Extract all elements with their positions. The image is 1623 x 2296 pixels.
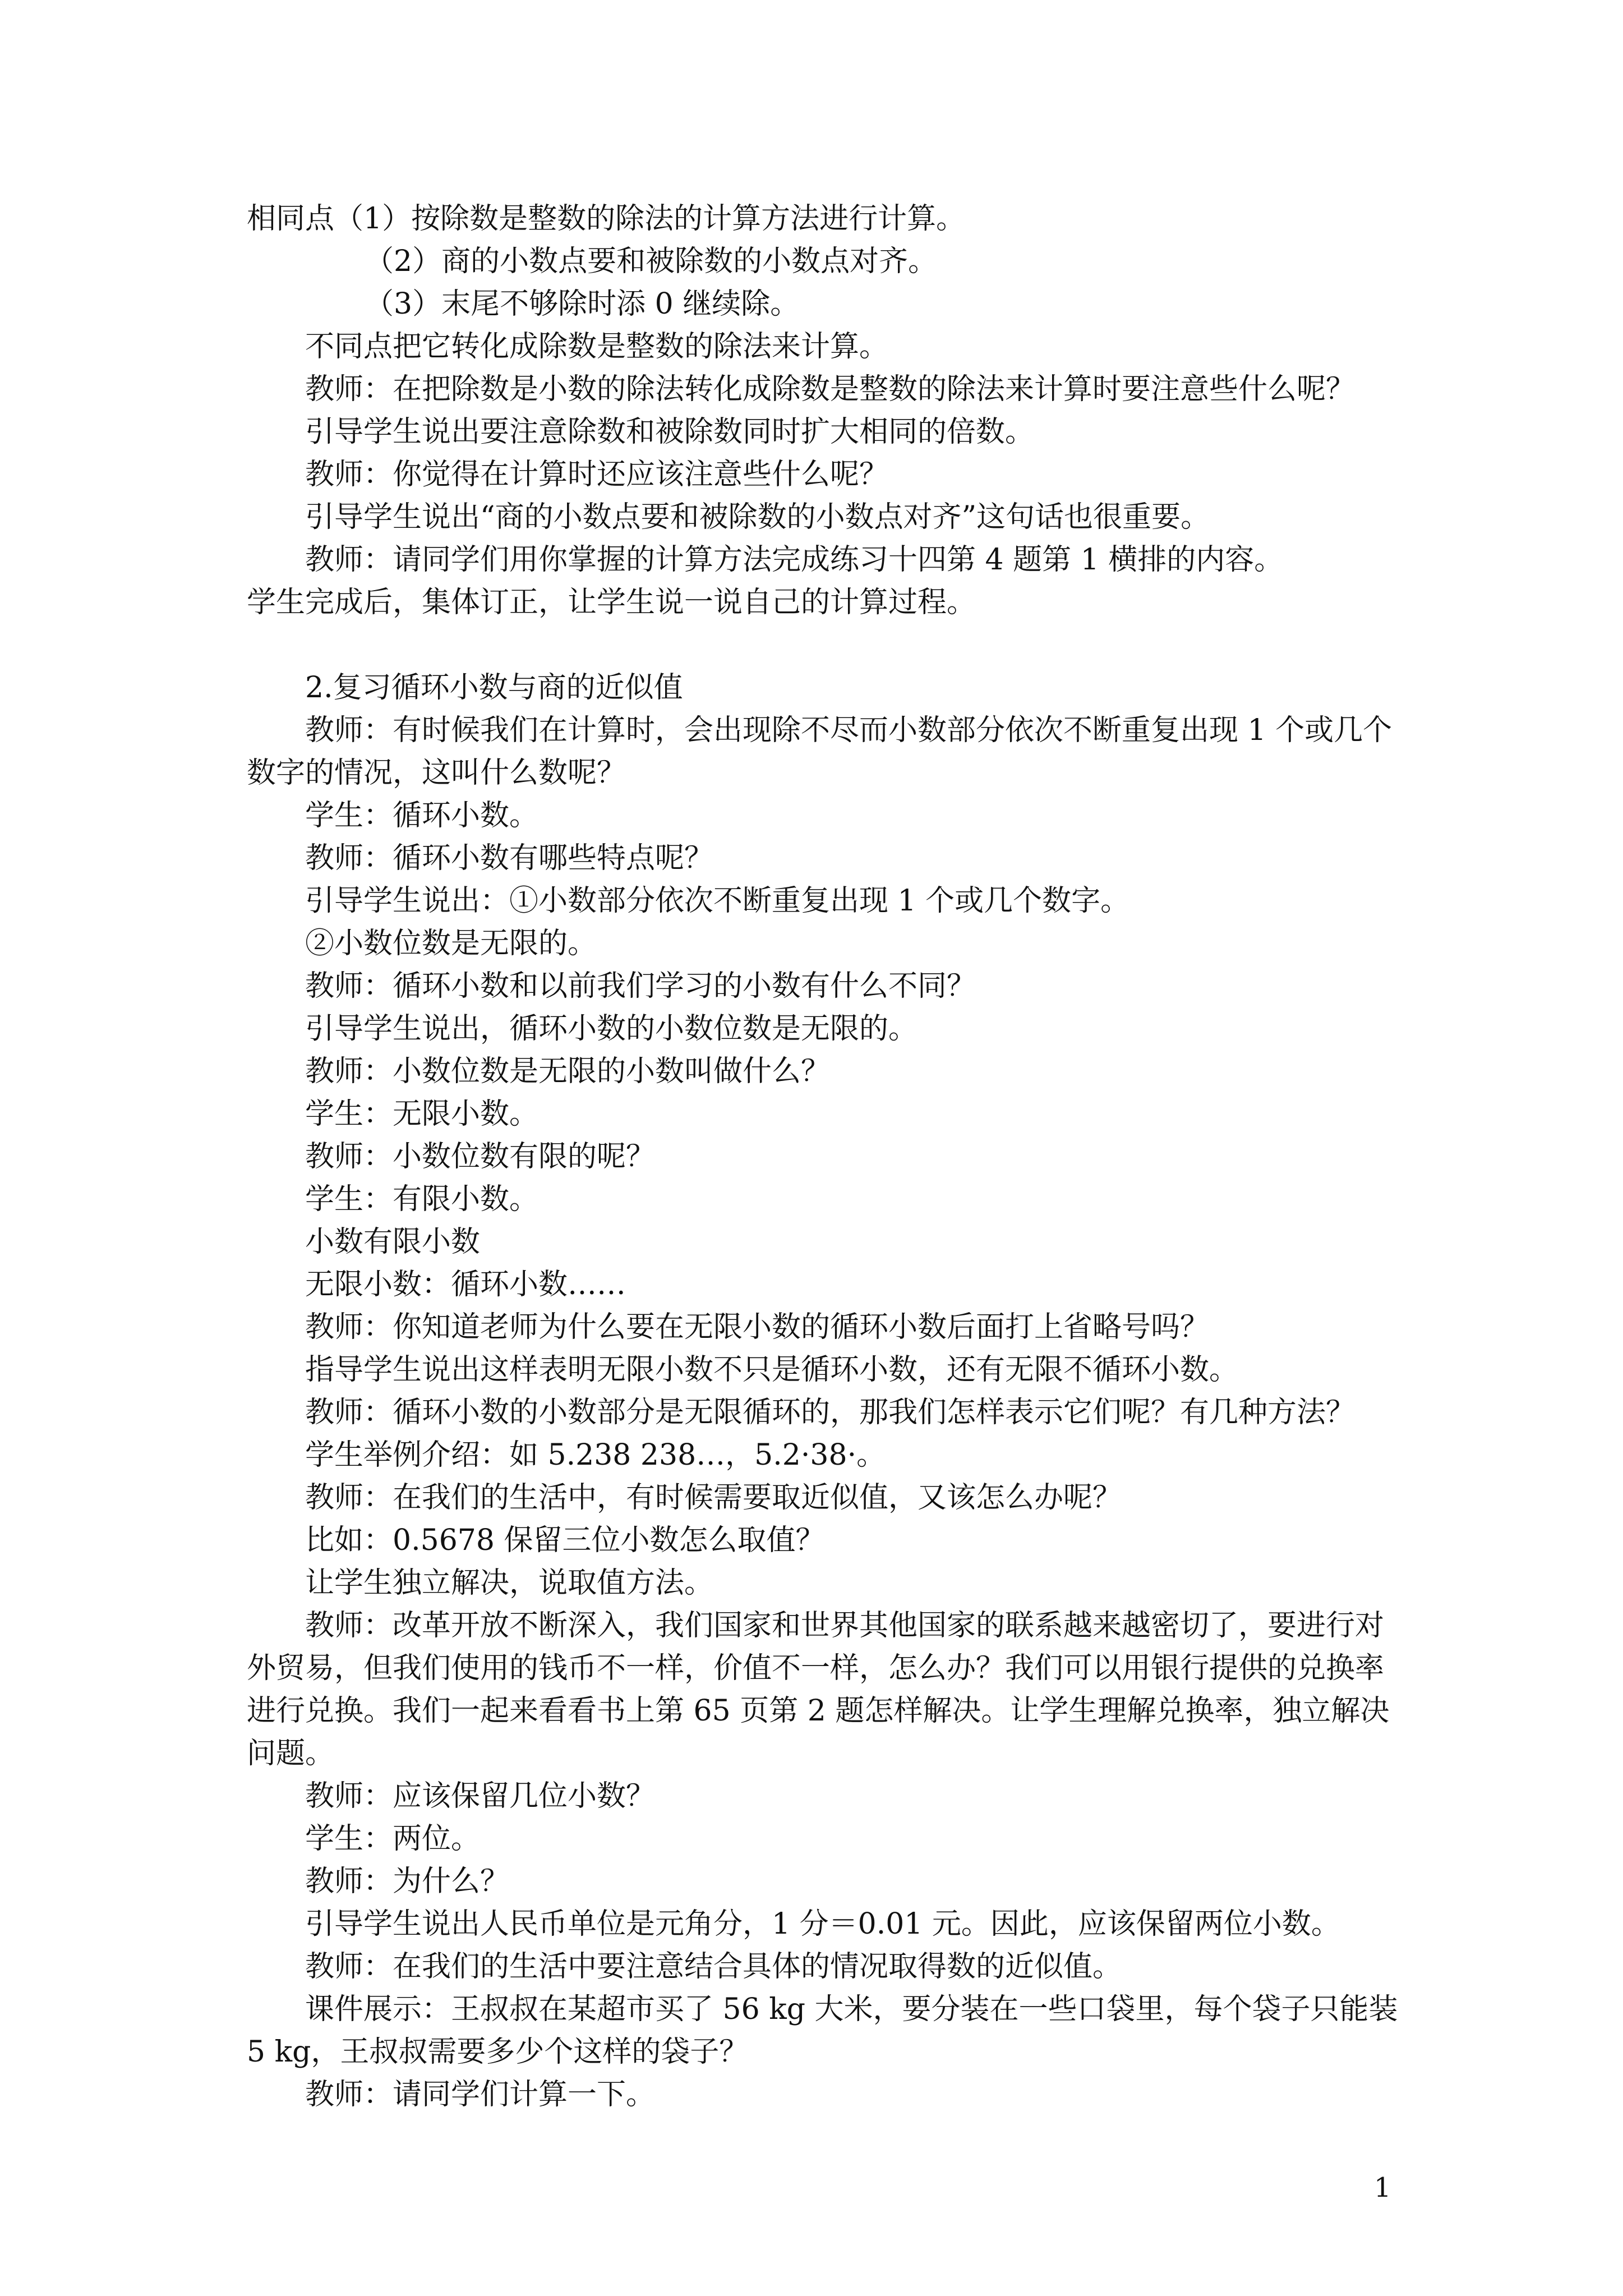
teacher-question-2: 教师：你觉得在计算时还应该注意些什么呢？ xyxy=(305,458,889,491)
document-body xyxy=(247,197,1402,2116)
same-points-line-2: （2）商的小数点要和被除数的小数点对齐。 xyxy=(365,245,938,278)
guide-line-5: 指导学生说出这样表明无限小数不只是循环小数，还有无限不循环小数。 xyxy=(305,1353,1239,1387)
teacher-question-13: 教师：应该保留几位小数？ xyxy=(305,1779,656,1813)
teacher-question-11: 教师：在我们的生活中，有时候需要取近似值，又该怎么办呢？ xyxy=(305,1481,1122,1515)
teacher-question-6: 教师：循环小数和以前我们学习的小数有什么不同？ xyxy=(305,969,976,1003)
student-answer-2: 学生：无限小数。 xyxy=(305,1097,539,1131)
independent-line: 让学生独立解决，说取值方法。 xyxy=(305,1566,714,1600)
teacher-question-3: 教师：请同学们用你掌握的计算方法完成练习十四第 4 题第 1 横排的内容。 xyxy=(305,543,1284,577)
teacher-question-15: 教师：在我们的生活中要注意结合具体的情况取得数的近似值。 xyxy=(305,1950,1122,1984)
after-finish-line: 学生完成后，集体订正，让学生说一说自己的计算过程。 xyxy=(247,586,976,619)
example-line-1: 比如：0.5678 保留三位小数怎么取值？ xyxy=(305,1524,825,1557)
guide-line-4: 引导学生说出，循环小数的小数位数是无限的。 xyxy=(305,1012,918,1046)
blank-line xyxy=(247,624,1402,666)
guide-line-2: 引导学生说出“商的小数点要和被除数的小数点对齐”这句话也很重要。 xyxy=(305,500,1210,534)
page-number: 1 xyxy=(1374,2172,1391,2203)
guide-line-3: 引导学生说出：①小数部分依次不断重复出现 1 个或几个数字。 xyxy=(305,884,1130,918)
same-points-line-1: 相同点（1）按除数是整数的除法的计算方法进行计算。 xyxy=(247,202,966,236)
teacher-question-4: 教师：有时候我们在计算时，会出现除不尽而小数部分依次不断重复出现 1 个或几个数字的情况，这叫什么数呢？ xyxy=(247,714,1393,790)
teacher-question-10: 教师：循环小数的小数部分是无限循环的，那我们怎样表示它们呢？有几种方法？ xyxy=(305,1396,1355,1429)
student-example-line: 学生举例介绍：如 5.238 238…，5.2·38·。 xyxy=(305,1438,886,1472)
student-answer-3: 学生：有限小数。 xyxy=(305,1182,539,1216)
teacher-question-12: 教师：改革开放不断深入，我们国家和世界其他国家的联系越来越密切了，要进行对外贸易，但我们使用的钱币不一样，价值不一样，怎么办？我们可以用银行提供的兑换率进行兑换。我们一起来看看书上第 65 页第 2 题怎样解决。让学生理解兑换率，独立解决问题。 xyxy=(247,1609,1390,1770)
teacher-question-16: 教师：请同学们计算一下。 xyxy=(305,2078,656,2111)
student-answer-1: 学生：循环小数。 xyxy=(305,799,539,832)
courseware-line: 课件展示：王叔叔在某超市买了 56 kg 大米，要分装在一些口袋里，每个袋子只能装 5 kg，王叔叔需要多少个这样的袋子？ xyxy=(247,1993,1398,2069)
guide-line-6: 引导学生说出人民币单位是元角分，1 分＝0.01 元。因此，应该保留两位小数。 xyxy=(305,1907,1340,1941)
teacher-question-9: 教师：你知道老师为什么要在无限小数的循环小数后面打上省略号吗？ xyxy=(305,1310,1210,1344)
diff-point-line: 不同点把它转化成除数是整数的除法来计算。 xyxy=(305,330,889,364)
classification-line-1: 小数有限小数 xyxy=(305,1225,481,1259)
same-points-line-3: （3）末尾不够除时添 0 继续除。 xyxy=(365,287,800,321)
section-2-title: 2.复习循环小数与商的近似值 xyxy=(305,671,683,705)
teacher-question-14: 教师：为什么？ xyxy=(305,1865,510,1898)
teacher-question-7: 教师：小数位数是无限的小数叫做什么？ xyxy=(305,1055,831,1088)
guide-line-1: 引导学生说出要注意除数和被除数同时扩大相同的倍数。 xyxy=(305,415,1035,449)
guide-line-3b: ②小数位数是无限的。 xyxy=(305,927,597,960)
teacher-question-5: 教师：循环小数有哪些特点呢？ xyxy=(305,841,714,875)
teacher-question-8: 教师：小数位数有限的呢？ xyxy=(305,1140,656,1174)
teacher-question-1: 教师：在把除数是小数的除法转化成除数是整数的除法来计算时要注意些什么呢？ xyxy=(305,372,1355,406)
classification-line-2: 无限小数：循环小数…… xyxy=(305,1268,626,1301)
student-answer-4: 学生：两位。 xyxy=(305,1822,481,1856)
